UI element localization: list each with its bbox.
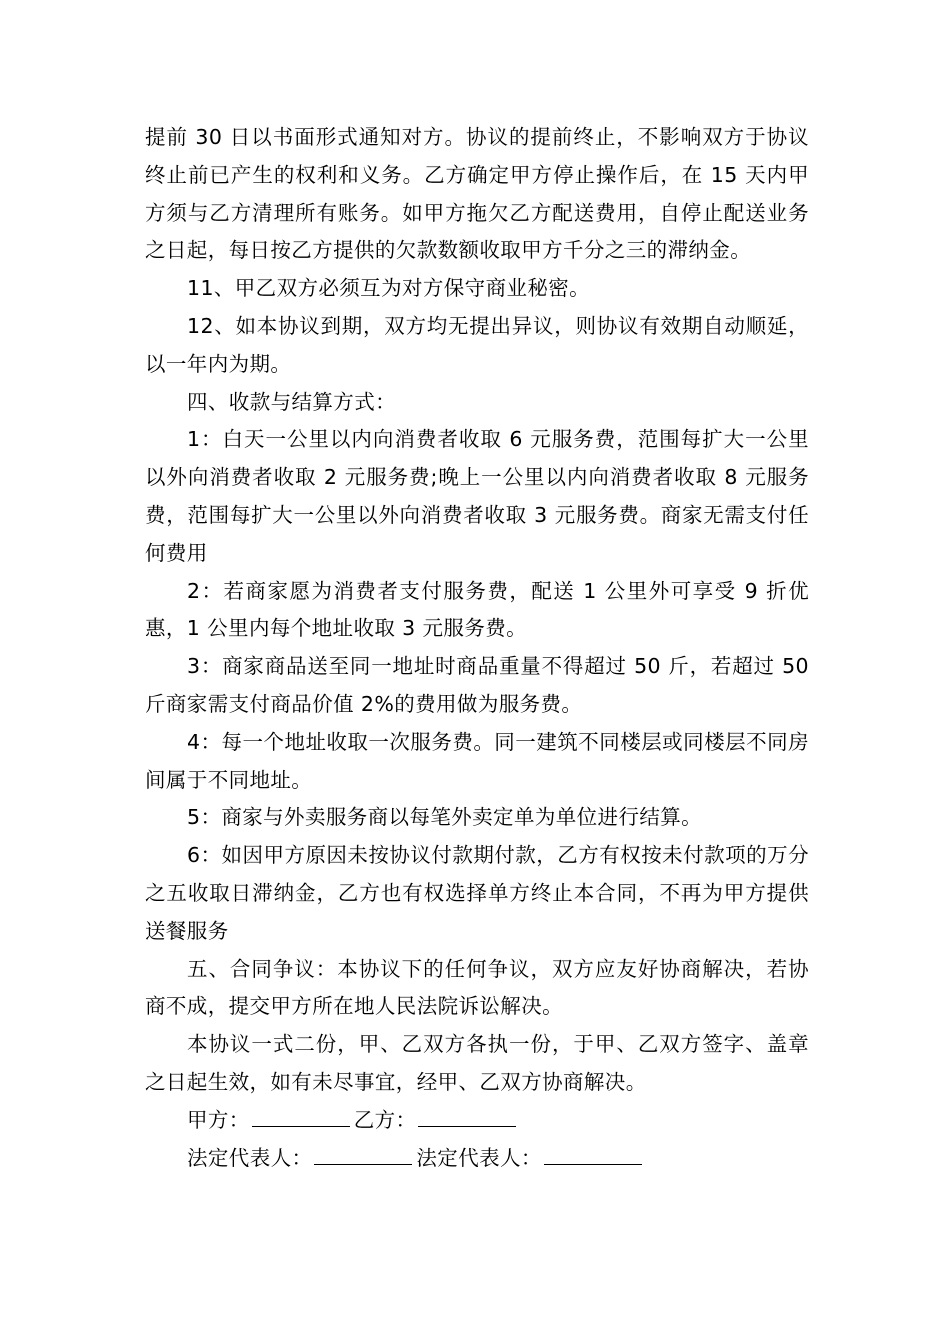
section-4-heading: 四、收款与结算方式： [187, 389, 396, 414]
party-b-signature-blank[interactable] [418, 1102, 516, 1127]
party-signature-line [145, 1102, 809, 1140]
paragraph-termination: 提前 30 日以书面形式通知对方。协议的提前终止，不影响双方于协议终止前已产生的权利和义务。乙方确定甲方停止操作后，在 15 天内甲方须与乙方清理所有账务。如甲方拖欠乙方配送费用，自停止配送业务之日起，每日按乙方提供的欠款数额收取甲方千分之三的滞纳金。 [145, 125, 809, 263]
item-2-merchant-discount: 2：若商家愿为消费者支付服务费，配送 1 公里外可享受 9 折优惠，1 公里内每个地址收取 3 元服务费。 [145, 578, 809, 641]
item-1-daytime-fees: 1：白天一公里以内向消费者收取 6 元服务费，范围每扩大一公里以外向消费者收取 2 元服务费;晚上一公里以内向消费者收取 8 元服务费，范围每扩大一公里以外向消费者收取 3 元服务费。商家无需支付任何费用 [145, 427, 809, 565]
item-4-per-address: 4：每一个地址收取一次服务费。同一建筑不同楼层或同楼层不同房间属于不同地址。 [145, 729, 809, 792]
rep-a-signature-blank[interactable] [314, 1140, 412, 1165]
rep-b-label: 法定代表人： [416, 1145, 542, 1170]
rep-a-label: 法定代表人： [187, 1145, 313, 1170]
clause-12-renewal: 12、如本协议到期，双方均无提出异议，则协议有效期自动顺延，以一年内为期。 [145, 313, 809, 376]
closing-effectiveness: 本协议一式二份，甲、乙双方各执一份，于甲、乙双方签字、盖章之日起生效，如有未尽事宜，经甲、乙双方协商解决。 [145, 1032, 809, 1094]
item-3-weight-limit: 3：商家商品送至同一地址时商品重量不得超过 50 斤，若超过 50 斤商家需支付商品价值 2%的费用做为服务费。 [145, 654, 809, 716]
party-a-label: 甲方： [187, 1107, 250, 1132]
section-5-disputes: 五、合同争议：本协议下的任何争议，双方应友好协商解决，若协商不成，提交甲方所在地人民法院诉讼解决。 [145, 956, 809, 1019]
item-6-late-fee: 6：如因甲方原因未按协议付款期付款，乙方有权按未付款项的万分之五收取日滞纳金，乙方也有权选择单方终止本合同，不再为甲方提供送餐服务 [145, 843, 809, 943]
party-a-signature-blank[interactable] [252, 1102, 350, 1127]
party-b-label: 乙方： [353, 1107, 417, 1132]
item-5-settlement: 5：商家与外卖服务商以每笔外卖定单为单位进行结算。 [187, 805, 703, 830]
rep-b-signature-blank[interactable] [544, 1140, 642, 1165]
representative-signature-line [145, 1140, 809, 1178]
clause-11-confidentiality: 11、甲乙双方必须互为对方保守商业秘密。 [187, 276, 591, 301]
document-page [145, 119, 809, 1177]
